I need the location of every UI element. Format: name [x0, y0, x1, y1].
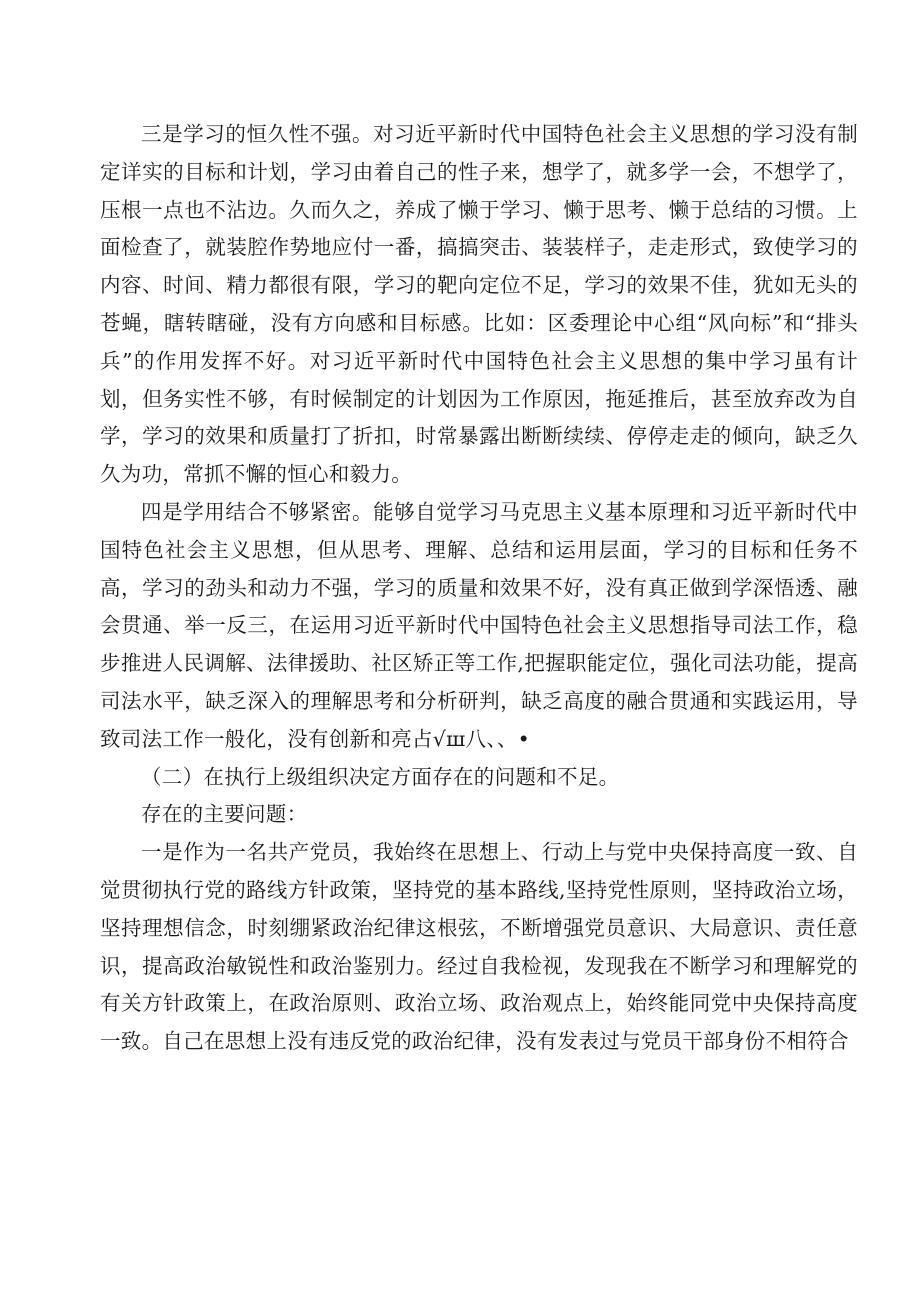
section-heading-execution: （二）在执行上级组织决定方面存在的问题和不足。	[141, 764, 620, 789]
document-body	[100, 116, 858, 1061]
paragraph-study-persistence: 三是学习的恒久性不强。对习近平新时代中国特色社会主义思想的学习没有制定详实的目标和计划，学习由着自己的性子来，想学了，就多学一会，不想学了，压根一点也不沾边。久而久之，养成了懒于学习、懒于思考、懒于总结的习惯。上面检查了，就装腔作势地应付一番，搞搞突击、装装样子，走走形式，致使学习的内容、时间、精力都很有限，学习的靶向定位不足，学习的效果不佳，犹如无头的苍蝇，瞎转瞎碰，没有方向感和目标感。比如：区委理论中心组“风向标”和“排头兵”的作用发挥不好。对习近平新时代中国特色社会主义思想的集中学习虽有计划，但务实性不够，有时候制定的计划因为工作原因，拖延推后，甚至放弃改为自学，学习的效果和质量打了折扣，时常暴露出断断续续、停停走走的倾向，缺乏久久为功，常抓不懈的恒心和毅力。	[100, 122, 858, 487]
paragraph-party-member: 一是作为一名共产党员，我始终在思想上、行动上与党中央保持高度一致、自觉贯彻执行党的路线方针政策，坚持党的基本路线,坚持党性原则，坚持政治立场，坚持理想信念，时刻绷紧政治纪律这根弦，不断增强党员意识、大局意识、责任意识，提高政治敏锐性和政治鉴别力。经过自我检视，发现我在不断学习和理解党的有关方针政策上，在政治原则、政治立场、政治观点上，始终能同党中央保持高度一致。自己在思想上没有违反党的政治纪律，没有发表过与党员干部身份不相符合	[100, 840, 858, 1054]
paragraph-study-application: 四是学用结合不够紧密。能够自觉学习马克思主义基本原理和习近平新时代中国特色社会主义思想，但从思考、理解、总结和运用层面，学习的目标和任务不高，学习的劲头和动力不强，学习的质量和效果不好，没有真正做到学深悟透、融会贯通、举一反三，在运用习近平新时代中国特色社会主义思想指导司法工作，稳步推进人民调解、法律援助、社区矫正等工作,把握职能定位，强化司法功能，提高司法水平，缺乏深入的理解思考和分析研判，缺乏高度的融合贯通和实践运用，导致司法工作一般化，没有创新和亮占√ш八、、•	[100, 499, 858, 751]
paragraph-main-problems-label: 存在的主要问题：	[141, 802, 308, 827]
